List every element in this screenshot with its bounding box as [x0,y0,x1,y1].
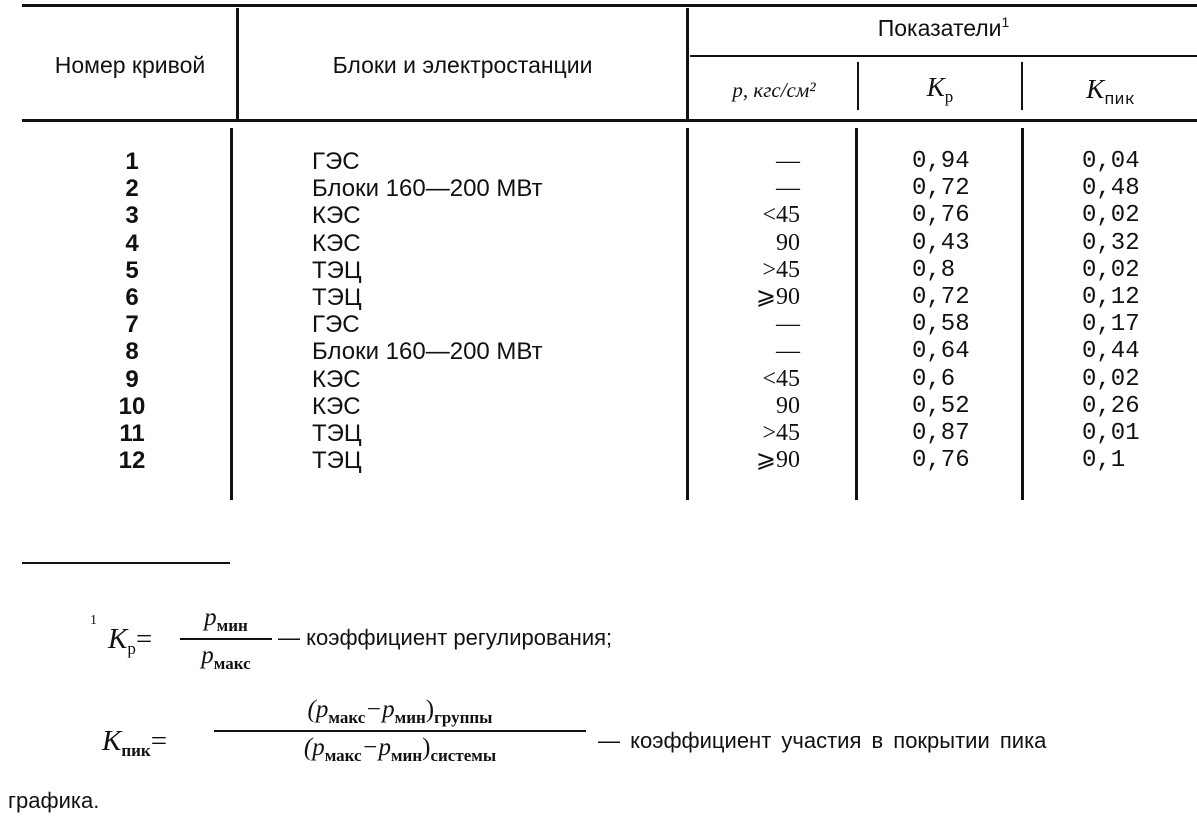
footnote-kr-den-sub: макс [213,654,251,673]
header-kr-symbol: K [926,72,945,102]
row-10-kpik: 0,26 [1082,392,1140,420]
footnote-kpik-fraction [214,696,586,766]
row-12-name: ТЭЦ [312,447,362,475]
footnote-kpik-sub: пик [121,741,151,760]
row-5-number: 5 [125,256,139,284]
row-7-kr: 0,58 [912,311,970,339]
row-2-name: Блоки 160—200 МВт [312,175,543,203]
row-2-kpik: 0,48 [1082,175,1140,203]
row-4-kr: 0,43 [912,229,970,257]
row-10-name: КЭС [312,392,361,420]
row-12-number: 12 [118,447,146,475]
row-1-pressure: — [776,148,800,174]
num-open: (p [307,696,329,723]
row-8-kr: 0,64 [912,338,970,366]
col-divider-2 [686,8,689,120]
row-12-kpik: 0,1 [1082,447,1126,475]
footnote-mark: 1 [90,613,97,628]
footnote-kr-numerator [180,604,272,636]
footnote-kpik-numerator [214,696,586,728]
footnote-kpik-denominator [214,734,586,766]
row-7-pressure: — [776,311,800,338]
row-3-kr: 0,76 [912,202,970,230]
row-7-name: ГЭС [312,311,360,339]
row-7-number: 7 [125,311,139,339]
header-indicators-note-mark: 1 [1001,14,1010,30]
num-sub3: группы [434,708,493,727]
row-1-kr: 0,94 [912,148,970,175]
footnote-kr-k: K [108,623,128,655]
footnote-separator [22,562,230,564]
den-sub3: системы [430,746,497,765]
den-mid: −p [361,734,391,761]
row-1-kpik: 0,04 [1082,148,1140,175]
header-kr-sub: р [944,87,954,106]
row-2-pressure: — [776,175,800,202]
row-5-name: ТЭЦ [312,256,362,284]
row-3-kpik: 0,02 [1082,202,1140,230]
footnote-kpik-text: — коэффициент участия в покрытии пика [598,728,1047,753]
row-11-name: ТЭЦ [312,420,362,447]
col-divider-4 [1021,62,1023,110]
row-4-name: КЭС [312,229,361,257]
num-sub1: макс [328,708,366,727]
row-6-kr: 0,72 [912,284,970,311]
table-header-rule [22,119,1197,122]
row-3-name: КЭС [312,202,361,230]
row-1-name: ГЭС [312,148,360,175]
den-sub2: мин [390,746,423,765]
row-11-kr: 0,87 [912,420,970,447]
footnote-kr-sub: р [127,639,136,658]
footnote-kpik-bar [214,730,586,732]
row-5-kr: 0,8 [912,256,956,284]
row-9-kr: 0,6 [912,365,956,393]
col-divider-1-body [230,128,233,500]
row-11-number: 11 [119,420,145,447]
header-kpik-symbol: K [1086,74,1105,104]
footnote-kr-bar [180,638,272,640]
row-11-kpik: 0,01 [1082,420,1140,447]
row-10-kr: 0,52 [912,392,970,420]
row-10-number: 10 [118,392,146,420]
row-8-name: Блоки 160—200 МВт [312,338,543,366]
den-sub1: макс [324,746,362,765]
footnote-kpik-text-cont: графика. [8,788,100,813]
row-12-kr: 0,76 [912,447,970,475]
header-kpik-sub: пик [1104,91,1135,110]
row-9-kpik: 0,02 [1082,365,1140,393]
num-close: ) [425,696,435,723]
footnote-kr-symbol: $K_р=$ [108,623,153,658]
footnote-kr-text: — коэффициент регулирования; [278,625,613,650]
row-3-number: 3 [125,202,139,230]
footnote-kr-line [90,612,97,672]
num-mid: −p [365,696,395,723]
table-top-rule [22,4,1197,7]
row-9-pressure: <45 [762,365,800,392]
header-indicators-label: Показатели [877,15,1002,41]
row-7-kpik: 0,17 [1082,311,1140,339]
row-11-pressure: >45 [762,420,800,446]
footnote-kpik-k: K [102,725,122,757]
row-9-number: 9 [125,365,139,393]
row-6-name: ТЭЦ [312,284,362,311]
den-open: (p [303,734,325,761]
row-12-pressure: ⩾90 [755,447,800,474]
footnote-kr-den-p: p [201,642,214,669]
header-blocks: Блоки и электростанции [332,52,593,78]
col-divider-3 [857,62,859,110]
header-indicators [690,14,1197,42]
row-5-kpik: 0,02 [1082,256,1140,284]
row-4-kpik: 0,32 [1082,229,1140,257]
col-divider-4-body [1021,128,1024,500]
col-divider-3-body [855,128,858,500]
header-kr [860,72,1020,107]
row-8-kpik: 0,44 [1082,338,1140,366]
row-8-number: 8 [125,338,139,366]
col-divider-1 [236,8,239,120]
header-curve-number: Номер кривой [54,52,206,78]
row-6-kpik: 0,12 [1082,284,1140,311]
row-10-pressure: 90 [776,392,800,419]
num-sub2: мин [394,708,426,727]
footnote-kr-fraction [180,604,272,674]
row-6-number: 6 [125,284,139,311]
header-p-unit: p, кгс/см² [732,78,816,102]
footnote-kpik-symbol: $K_{пик}=$ [102,725,168,760]
row-1-number: 1 [125,148,139,175]
row-2-number: 2 [125,175,139,203]
header-kpik [1024,74,1197,110]
row-5-pressure: >45 [762,256,800,283]
row-6-pressure: ⩾90 [755,284,800,310]
row-2-kr: 0,72 [912,175,970,203]
indicators-sub-rule [690,55,1197,57]
row-3-pressure: <45 [762,202,800,229]
row-8-pressure: — [776,338,800,365]
row-4-pressure: 90 [776,229,800,256]
footnote-kr-denominator [180,642,272,674]
row-4-number: 4 [125,229,139,257]
row-9-name: КЭС [312,365,361,393]
footnote-kr-num-sub: мин [216,616,248,635]
den-close: ) [422,734,431,761]
footnote-kr-num-p: p [204,604,217,631]
